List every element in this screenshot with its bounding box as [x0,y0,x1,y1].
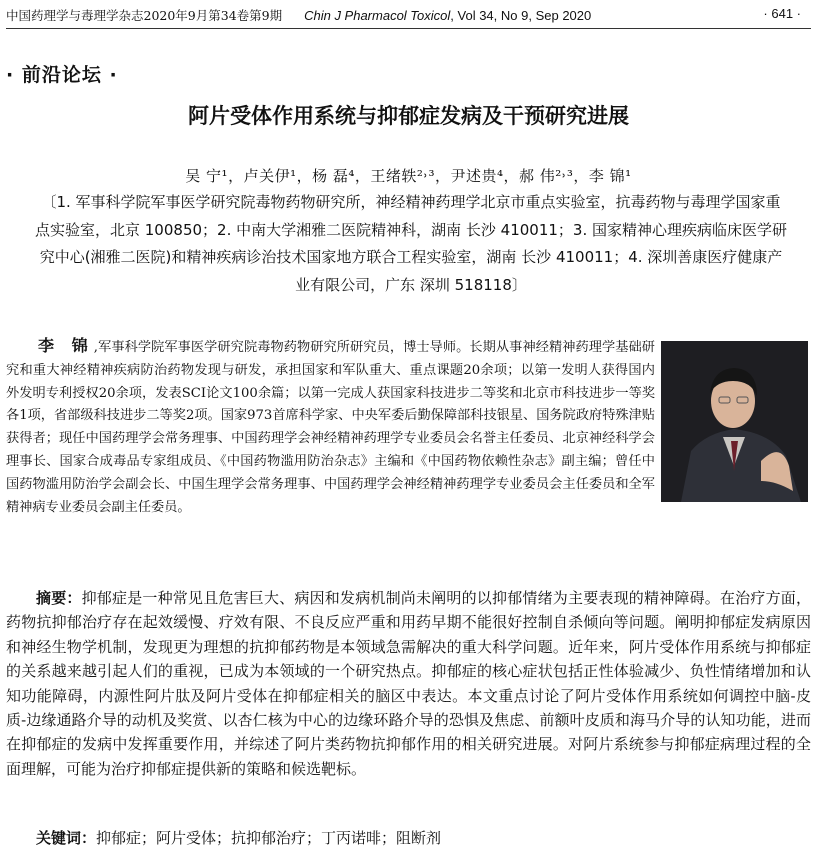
keywords-label: 关键词： [36,829,97,847]
journal-name-cn: 中国药理学与毒理学杂志2020年9月第34卷第9期 [6,8,283,23]
column-label: · 前沿论坛 · [6,64,118,86]
article-title: 阿片受体作用系统与抑郁症发病及干预研究进展 [188,104,629,128]
page-number: · 641 · [763,6,801,21]
author-list: 吴 宁¹，卢关伊¹，杨 磊⁴，王绪轶²˒³，尹述贵⁴，郝 伟²˒³，李 锦¹ [185,167,632,185]
abstract-label: 摘要： [36,589,82,607]
author-photo [661,341,808,502]
portrait-image [661,341,808,502]
keywords [36,827,441,848]
journal-issue-en: , Vol 34, No 9, Sep 2020 [450,8,592,23]
bio-text: ,军事科学院军事医学研究院毒物药物研究所研究员，博士导师。长期从事神经精神药理学基础研究和重大神经精神疾病防治药物发现与研发，承担国家和军队重大、重点课题20余项；以第一发明人获得国内外发明专利授权20余项，发表SCI论文100余篇；以第一完成人获国家科技进步二等奖和北京市科技进步一等奖各1项，省部级科技进步二等奖2项。国家973首席科学家、中央军委后勤保障部科技银星、国务院政府特殊津贴获得者；现任中国药理学会常务理事、中国药理学会神经精神药理学专业委员会名誉主任委员、北京神经科学会理事长、国家合成毒品专家组成员、《中国药物滥用防治杂志》主编和《中国药物依赖性杂志》副主编；曾任中国药物滥用防治学会副会长、中国生理学会常务理事、中国药理学会神经精神药理学专业委员会主任委员和全军精神病专业委员会副主任委员。 [6,340,655,515]
abstract-text: 抑郁症是一种常见且危害巨大、病因和发病机制尚未阐明的以抑郁情绪为主要表现的精神障碍。在治疗方面，药物抗抑郁治疗存在起效缓慢、疗效有限、不良反应严重和用药早期不能很好控制自杀倾向等问题。阐明抑郁症发病原因和神经生物学机制，发现更为理想的抗抑郁药物是本领域急需解决的重大科学问题。近年来，阿片受体作用系统与抑郁症的关系越来越引起人们的重视，已成为本领域的一个研究热点。抑郁症的核心症状包括正性体验减少、负性情绪增加和认知功能障碍，内源性阿片肽及阿片受体在抑郁症相关的脑区中表达。本文重点讨论了阿片受体作用系统如何调控中脑-皮质-边缘通路介导的动机及奖赏、以杏仁核为中心的边缘环路介导的恐惧及焦虑、前额叶皮质和海马介导的认知功能，进而在抑郁症的发病中发挥重要作用，并综述了阿片类药物抗抑郁作用的相关研究进展。对阿片系统参与抑郁症病理过程的全面理解，可能为治疗抑郁症提供新的策略和候选靶标。 [6,589,811,778]
running-header [6,6,591,24]
abstract [6,586,811,781]
keywords-text: 抑郁症；阿片受体；抗抑郁治疗；丁丙诺啡；阻断剂 [96,829,442,847]
affiliations: 〔1. 军事科学院军事医学研究院毒物药物研究所，神经精神药理学北京市重点实验室，抗毒药物与毒理学国家重点实验室，北京 100850；2. 中南大学湘雅二医院精神科，湖南 长沙 410011；3. 国家精神心理疾病临床医学研究中心(湘雅二医院)和精神疾病诊治技术国家地方联合工程实验室，湖南 长沙 410011；4. 深圳善康医疗健康产业有限公司，广东 深圳 518118〕 [35,193,787,294]
journal-name-en: Chin J Pharmacol Toxicol [304,8,451,23]
bio-author-name: 李 锦 [38,336,94,355]
header-rule [6,28,811,29]
